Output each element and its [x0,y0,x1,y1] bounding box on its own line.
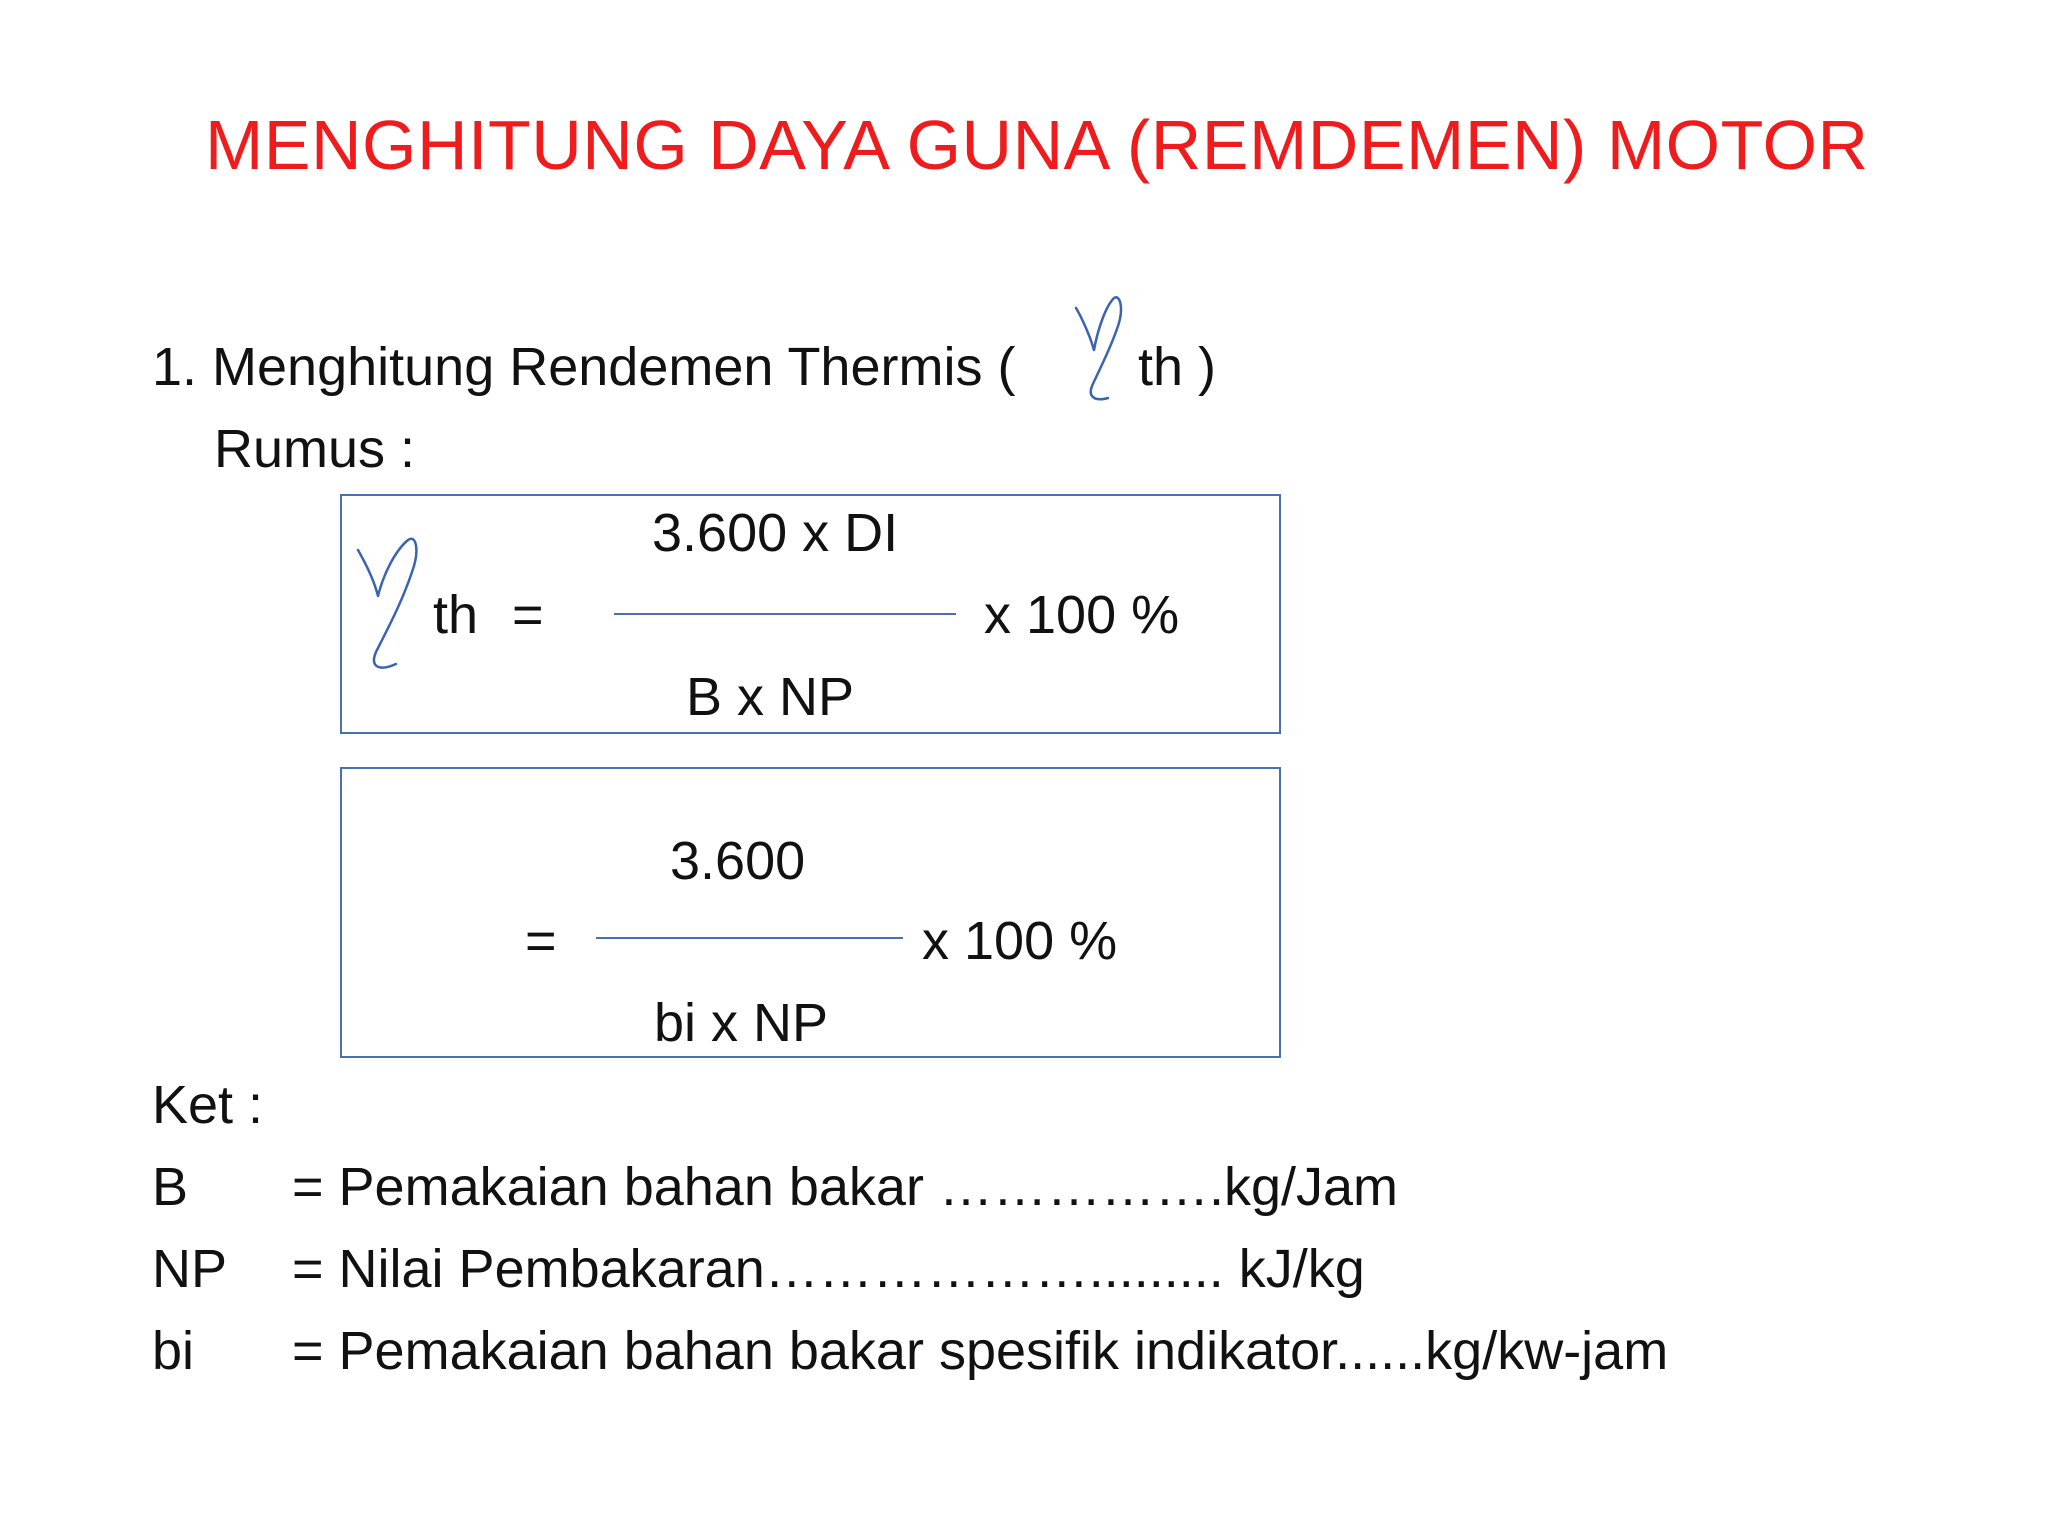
ket-desc-np: = Nilai Pembakaran………………......... kJ/kg [292,1239,1365,1299]
formula-1-multiplier: x 100 % [984,585,1180,645]
formula-1-numerator: 3.600 x DI [652,503,899,563]
eta-icon [1068,288,1128,408]
section-heading-suffix: th ) [1138,337,1217,397]
formula-1-fraction-bar [614,613,956,615]
page-title: MENGHITUNG DAYA GUNA (REMDEMEN) MOTOR [205,106,1869,184]
ket-symbol-b: B [152,1157,189,1217]
section-heading-prefix: 1. Menghitung Rendemen Thermis ( [152,337,1016,397]
formula-2-denominator: bi x NP [654,993,829,1053]
formula-2-numerator: 3.600 [670,831,806,891]
ket-symbol-np: NP [152,1239,228,1299]
eta-icon [352,528,424,678]
ket-desc-b: = Pemakaian bahan bakar …………….kg/Jam [292,1157,1398,1217]
section-heading [152,337,1016,397]
rumus-label: Rumus : [214,419,416,479]
ket-desc-bi: = Pemakaian bahan bakar spesifik indikator......kg/kw-jam [292,1321,1669,1381]
formula-2-equals: = [525,911,557,971]
formula-2-multiplier: x 100 % [922,911,1118,971]
formula-1-symbol: th [433,585,479,645]
ket-symbol-bi: bi [152,1321,195,1381]
formula-1-denominator: B x NP [686,667,855,727]
ket-label: Ket : [152,1075,264,1135]
formula-2-fraction-bar [596,937,903,939]
formula-1-equals: = [512,585,544,645]
